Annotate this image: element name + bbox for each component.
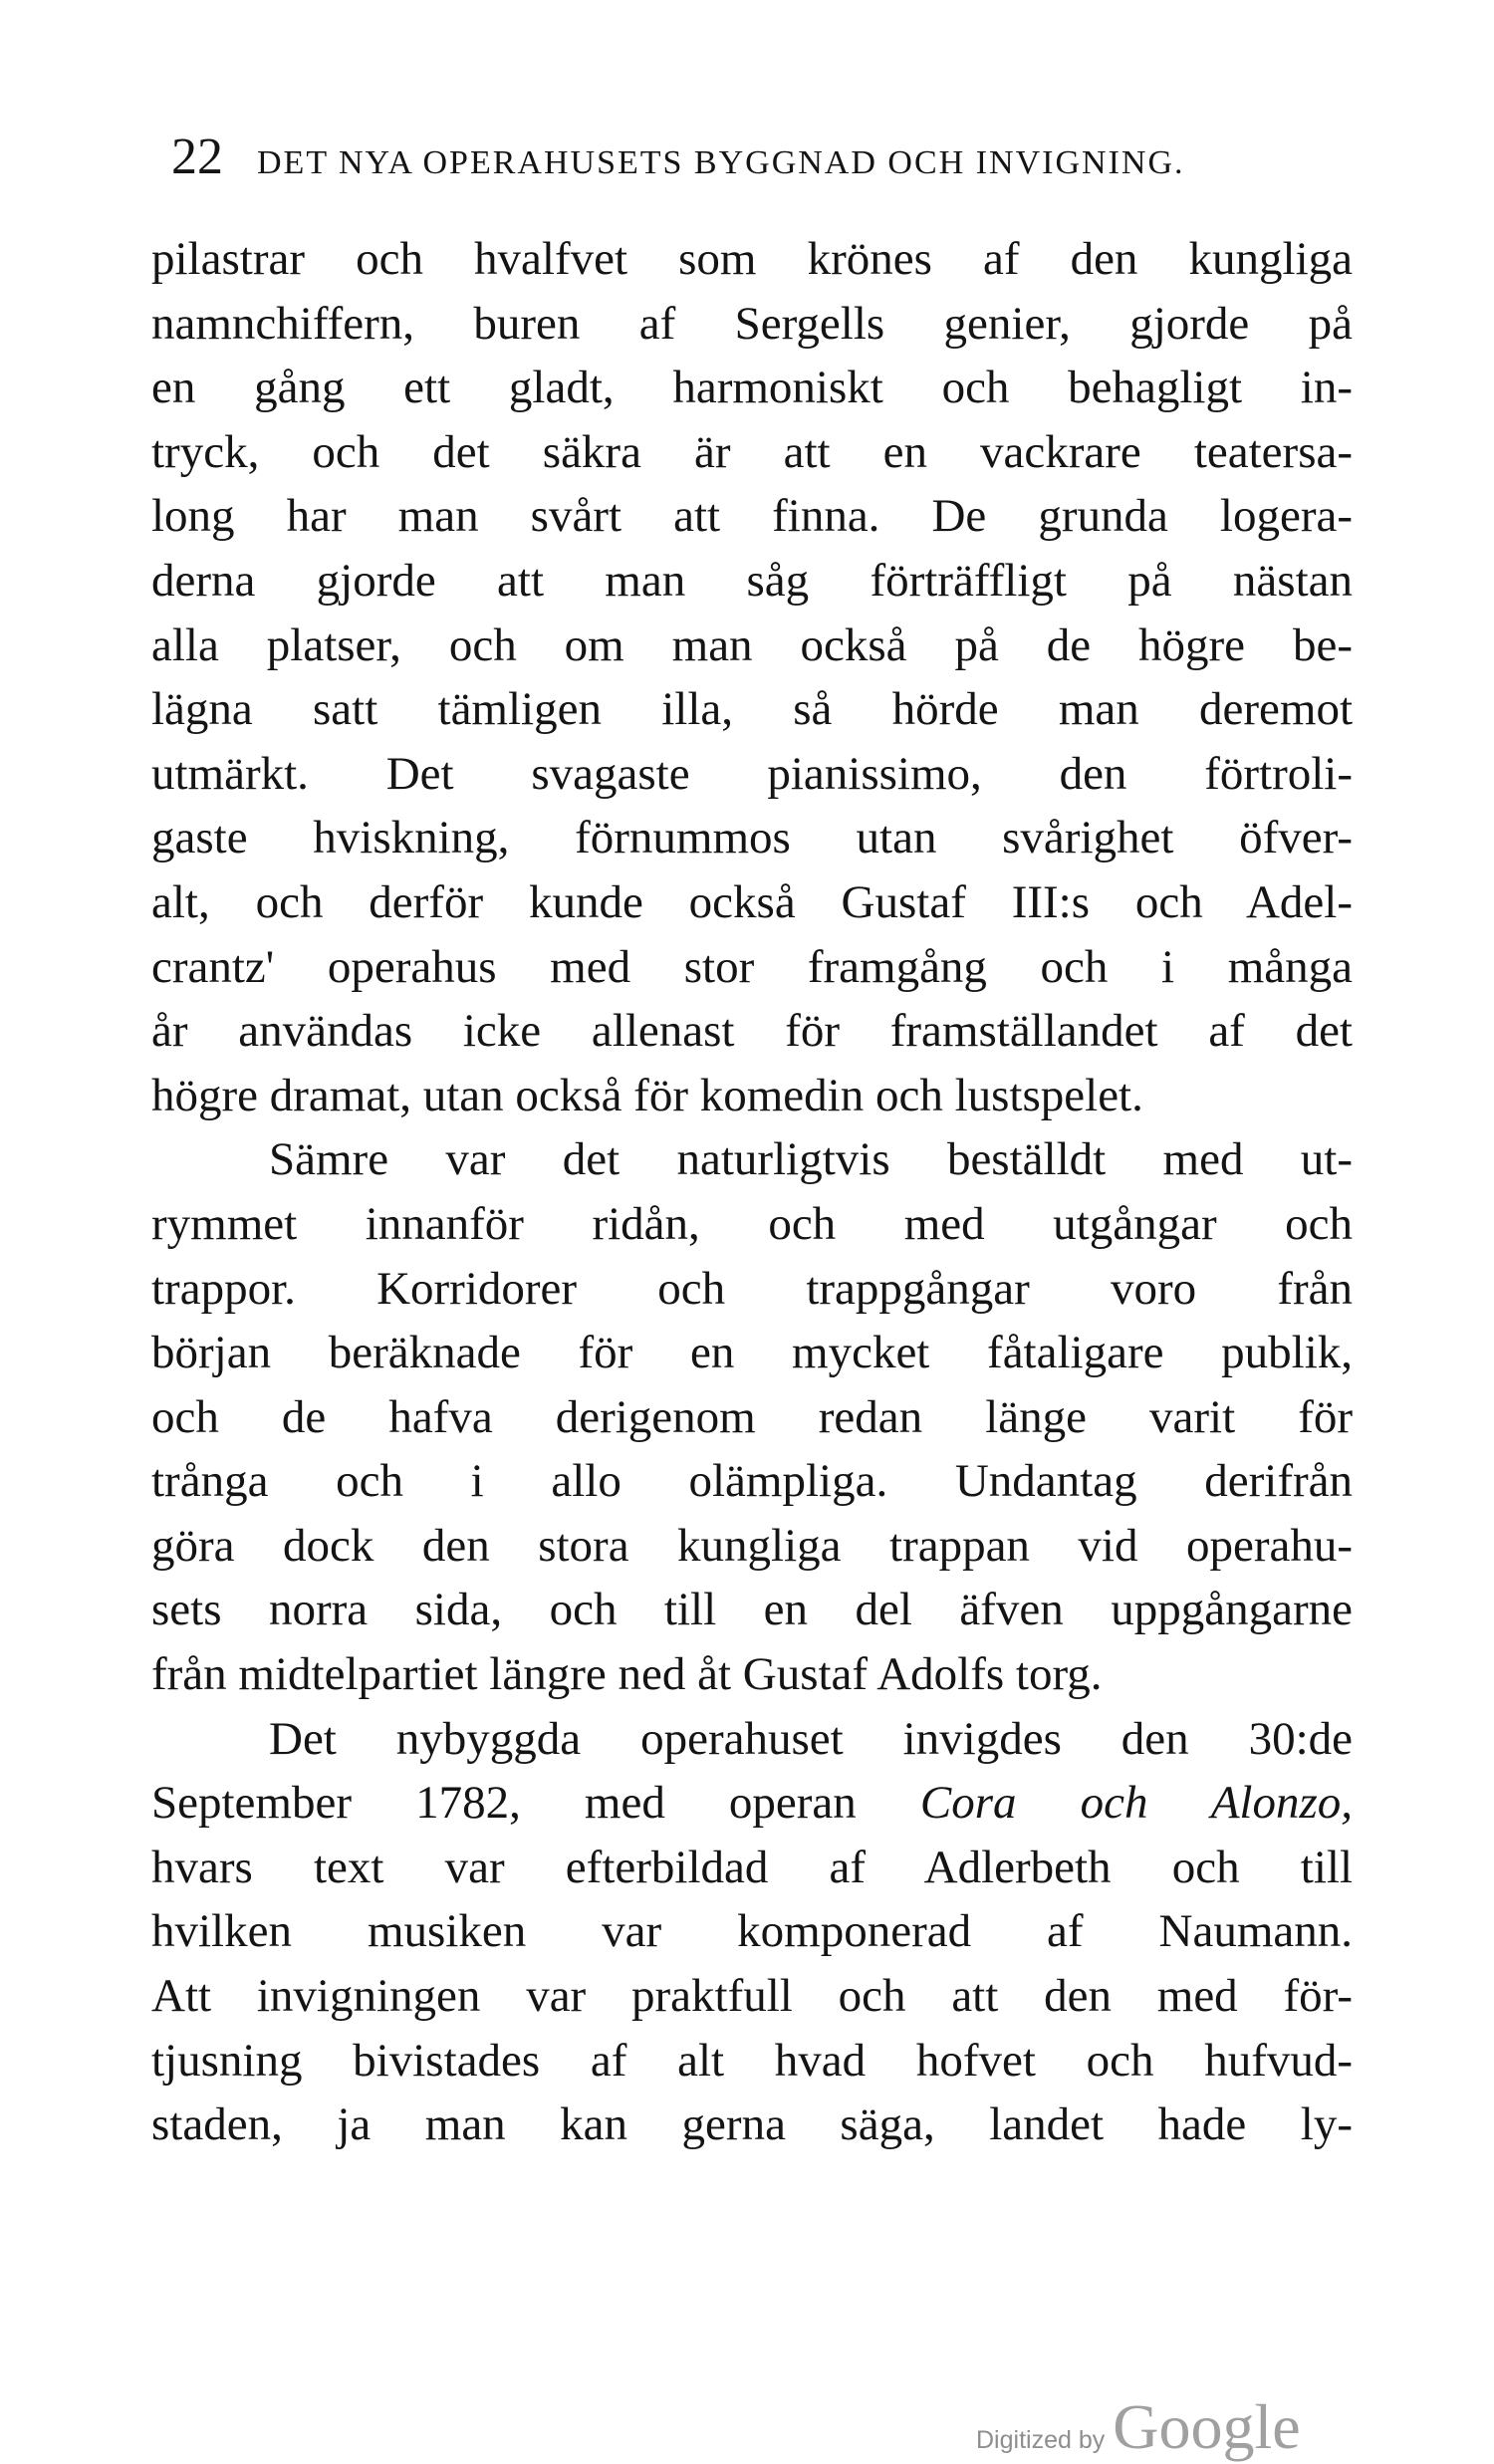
text-line: tryck, och det säkra är att en vackrare teatersa- xyxy=(151,425,1353,478)
text-line: början beräknade för en mycket fåtaligare publik, xyxy=(151,1327,1353,1379)
text-line: hvilken musiken var komponerad af Naumann. xyxy=(151,1905,1353,1958)
text-line: utmärkt. Det svagaste pianissimo, den förtroli- xyxy=(151,747,1353,800)
paragraph-start-line: Det nybyggda operahuset invigdes den 30:de xyxy=(269,1712,1353,1765)
google-logo-text: Google xyxy=(1113,2391,1301,2462)
text-line: tjusning bivistades af alt hvad hofvet och hufvud- xyxy=(151,2034,1353,2087)
paragraph-end-line: högre dramat, utan också för komedin och lustspelet. xyxy=(151,1069,1143,1121)
text-line: trappor. Korridorer och trappgångar voro från xyxy=(151,1262,1353,1315)
text-line: rymmet innanför ridån, och med utgångar och xyxy=(151,1197,1353,1250)
text-line: namnchiffern, buren af Sergells genier, gjorde på xyxy=(151,297,1353,350)
text-line: en gång ett gladt, harmoniskt och behagligt in- xyxy=(151,362,1353,414)
text-line: derna gjorde att man såg förträffligt på nästan xyxy=(151,554,1353,607)
text-line: Att invigningen var praktfull och att den med för- xyxy=(151,1970,1353,2023)
text-line xyxy=(151,1771,1353,1836)
text-line: hvars text var efterbildad af Adlerbeth och till xyxy=(151,1841,1353,1893)
text-line: gaste hviskning, förnummos utan svårighet öfver- xyxy=(151,812,1353,864)
text-line: crantz' operahus med stor framgång och i många xyxy=(151,940,1353,993)
digitization-watermark xyxy=(976,2390,1301,2464)
paragraph-start-line: Sämre var det naturligtvis beställdt med ut- xyxy=(269,1133,1353,1186)
running-head xyxy=(171,127,1357,197)
text-line: staden, ja man kan gerna säga, landet hade ly- xyxy=(151,2098,1353,2151)
text-line: göra dock den stora kungliga trappan vid operahu- xyxy=(151,1519,1353,1572)
paragraph-end-line: från midtelpartiet längre ned åt Gustaf Adolfs torg. xyxy=(151,1648,1103,1701)
text-line: alt, och derför kunde också Gustaf III:s och Adel- xyxy=(151,875,1353,928)
text-line: alla platser, och om man också på de högre be- xyxy=(151,618,1353,671)
digitized-label: Digitized by xyxy=(976,2426,1106,2454)
text-line: lägna satt tämligen illa, så hörde man deremot xyxy=(151,683,1353,736)
text-line: long har man svårt att finna. De grunda logera- xyxy=(151,490,1353,543)
page-number: 22 xyxy=(171,128,223,185)
text-line: trånga och i allo olämpliga. Undantag derifrån xyxy=(151,1455,1353,1508)
text-line: och de hafva derigenom redan länge varit för xyxy=(151,1390,1353,1443)
text-line: sets norra sida, och till en del äfven uppgångarne xyxy=(151,1584,1353,1636)
running-title: DET NYA OPERAHUSETS BYGGNAD OCH INVIGNING. xyxy=(257,144,1185,181)
text-line: år användas icke allenast för framställandet af det xyxy=(151,1005,1353,1058)
body-text xyxy=(151,227,1353,2157)
line-text: September 1782, med operan xyxy=(151,1777,920,1830)
text-line: pilastrar och hvalfvet som krönes af den kungliga xyxy=(151,233,1353,285)
opera-title: Cora och Alonzo, xyxy=(919,1777,1353,1830)
